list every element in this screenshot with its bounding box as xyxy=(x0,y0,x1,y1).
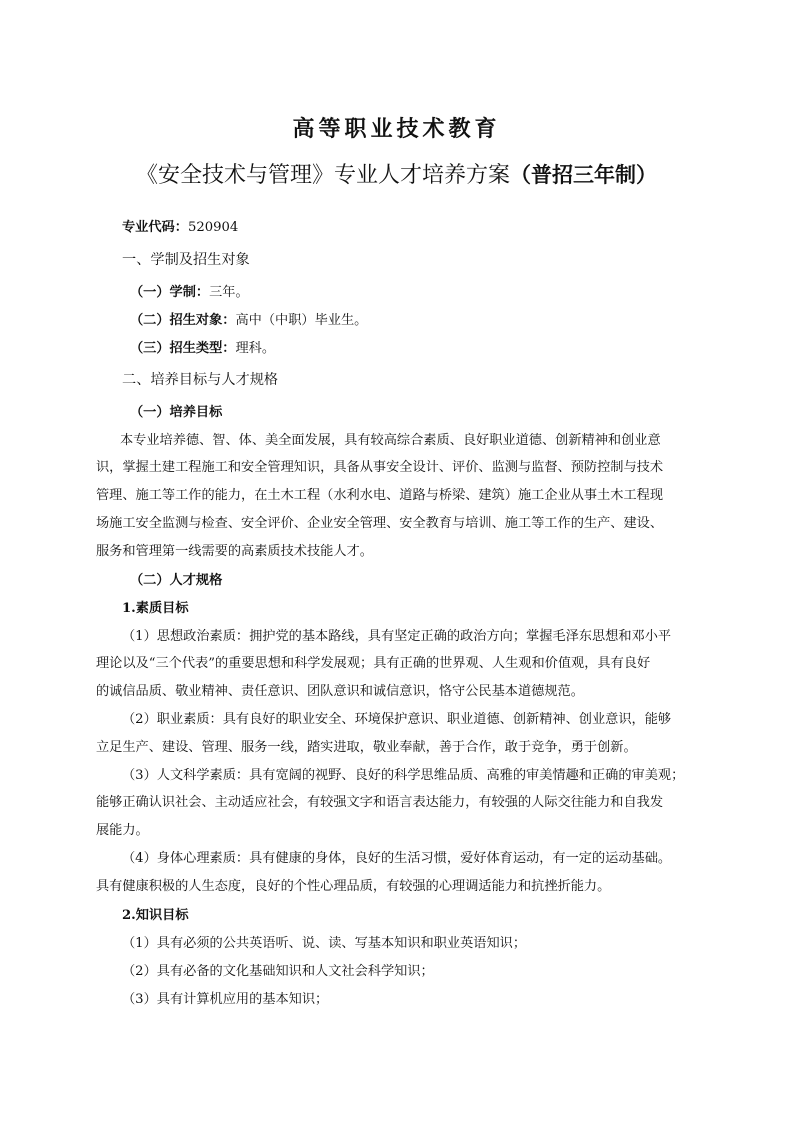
major-code-value: 520904 xyxy=(187,220,239,235)
goal-line: 管理、施工等工作的能力，在土木工程（水利水电、道路与桥梁、建筑）施工企业从事土木工程现 xyxy=(96,488,664,503)
quality-line: 展能力。 xyxy=(96,823,149,838)
section1-item-duration: （一）学制：三年。 xyxy=(130,285,249,300)
quality-line: （3）人文科学素质：具有宽阔的视野、良好的科学思维品质、高雅的审美情趣和正确的审美观； xyxy=(122,768,685,783)
spec-heading: （二）人才规格 xyxy=(130,573,223,588)
quality-line: 具有健康积极的人生态度，良好的个性心理品质，有较强的心理调适能力和抗挫折能力。 xyxy=(96,879,611,894)
goal-line: 识，掌握土建工程施工和安全管理知识，具备从事安全设计、评价、监测与监督、预防控制与技术 xyxy=(96,460,664,475)
section2-heading: 二、培养目标与人才规格 xyxy=(122,372,279,388)
goal-line: 服务和管理第一线需要的高素质技术技能人才。 xyxy=(96,544,373,559)
quality-line: 能够正确认识社会、主动适应社会，有较强文字和语言表达能力，有较强的人际交往能力和自我发 xyxy=(96,795,664,810)
quality-line: （1）思想政治素质：拥护党的基本路线，具有坚定正确的政治方向；掌握毛泽东思想和邓小平 xyxy=(122,629,672,644)
major-code-label: 专业代码： xyxy=(122,220,188,235)
document-subtitle xyxy=(0,158,793,189)
section1-item-type: （三）招生类型：理科。 xyxy=(130,341,276,356)
quality-line: （2）职业素质：具有良好的职业安全、环境保护意识、职业道德、创新精神、创业意识，能够 xyxy=(122,712,672,727)
goal-line: 场施工安全监测与检查、安全评价、企业安全管理、安全教育与培训、施工等工作的生产、建设、 xyxy=(96,516,664,531)
knowledge-line: （2）具有必备的文化基础知识和人文社会科学知识； xyxy=(122,964,434,979)
quality-line: 的诚信品质、敬业精神、责任意识、团队意识和诚信意识，恪守公民基本道德规范。 xyxy=(96,684,584,699)
quality-heading: 1.素质目标 xyxy=(122,601,189,616)
quality-line: 立足生产、建设、管理、服务一线，踏实进取，敬业奉献，善于合作，敢于竞争，勇于创新。 xyxy=(96,740,637,755)
quality-line: （4）身体心理素质：具有健康的身体，良好的生活习惯，爱好体育运动，有一定的运动基础。 xyxy=(122,851,672,866)
knowledge-heading: 2.知识目标 xyxy=(122,908,189,923)
subtitle-main: 《安全技术与管理》专业人才培养方案 xyxy=(135,162,510,187)
section1-heading: 一、学制及招生对象 xyxy=(122,252,250,268)
section1-item-target: （二）招生对象：高中（中职）毕业生。 xyxy=(130,313,368,328)
document-title: 高等职业技术教育 xyxy=(292,116,501,142)
goal-line: 本专业培养德、智、体、美全面发展，具有较高综合素质、良好职业道德、创新精神和创业意 xyxy=(120,433,661,448)
quality-line: 理论以及“三个代表”的重要思想和科学发展观；具有正确的世界观、人生观和价值观，具有良好 xyxy=(96,656,651,671)
major-code xyxy=(122,219,712,237)
knowledge-line: （1）具有必须的公共英语听、说、读、写基本知识和职业英语知识； xyxy=(122,936,527,951)
subtitle-suffix: （普招三年制） xyxy=(510,162,657,187)
knowledge-line: （3）具有计算机应用的基本知识； xyxy=(122,992,329,1007)
goal-heading: （一）培养目标 xyxy=(130,405,223,420)
